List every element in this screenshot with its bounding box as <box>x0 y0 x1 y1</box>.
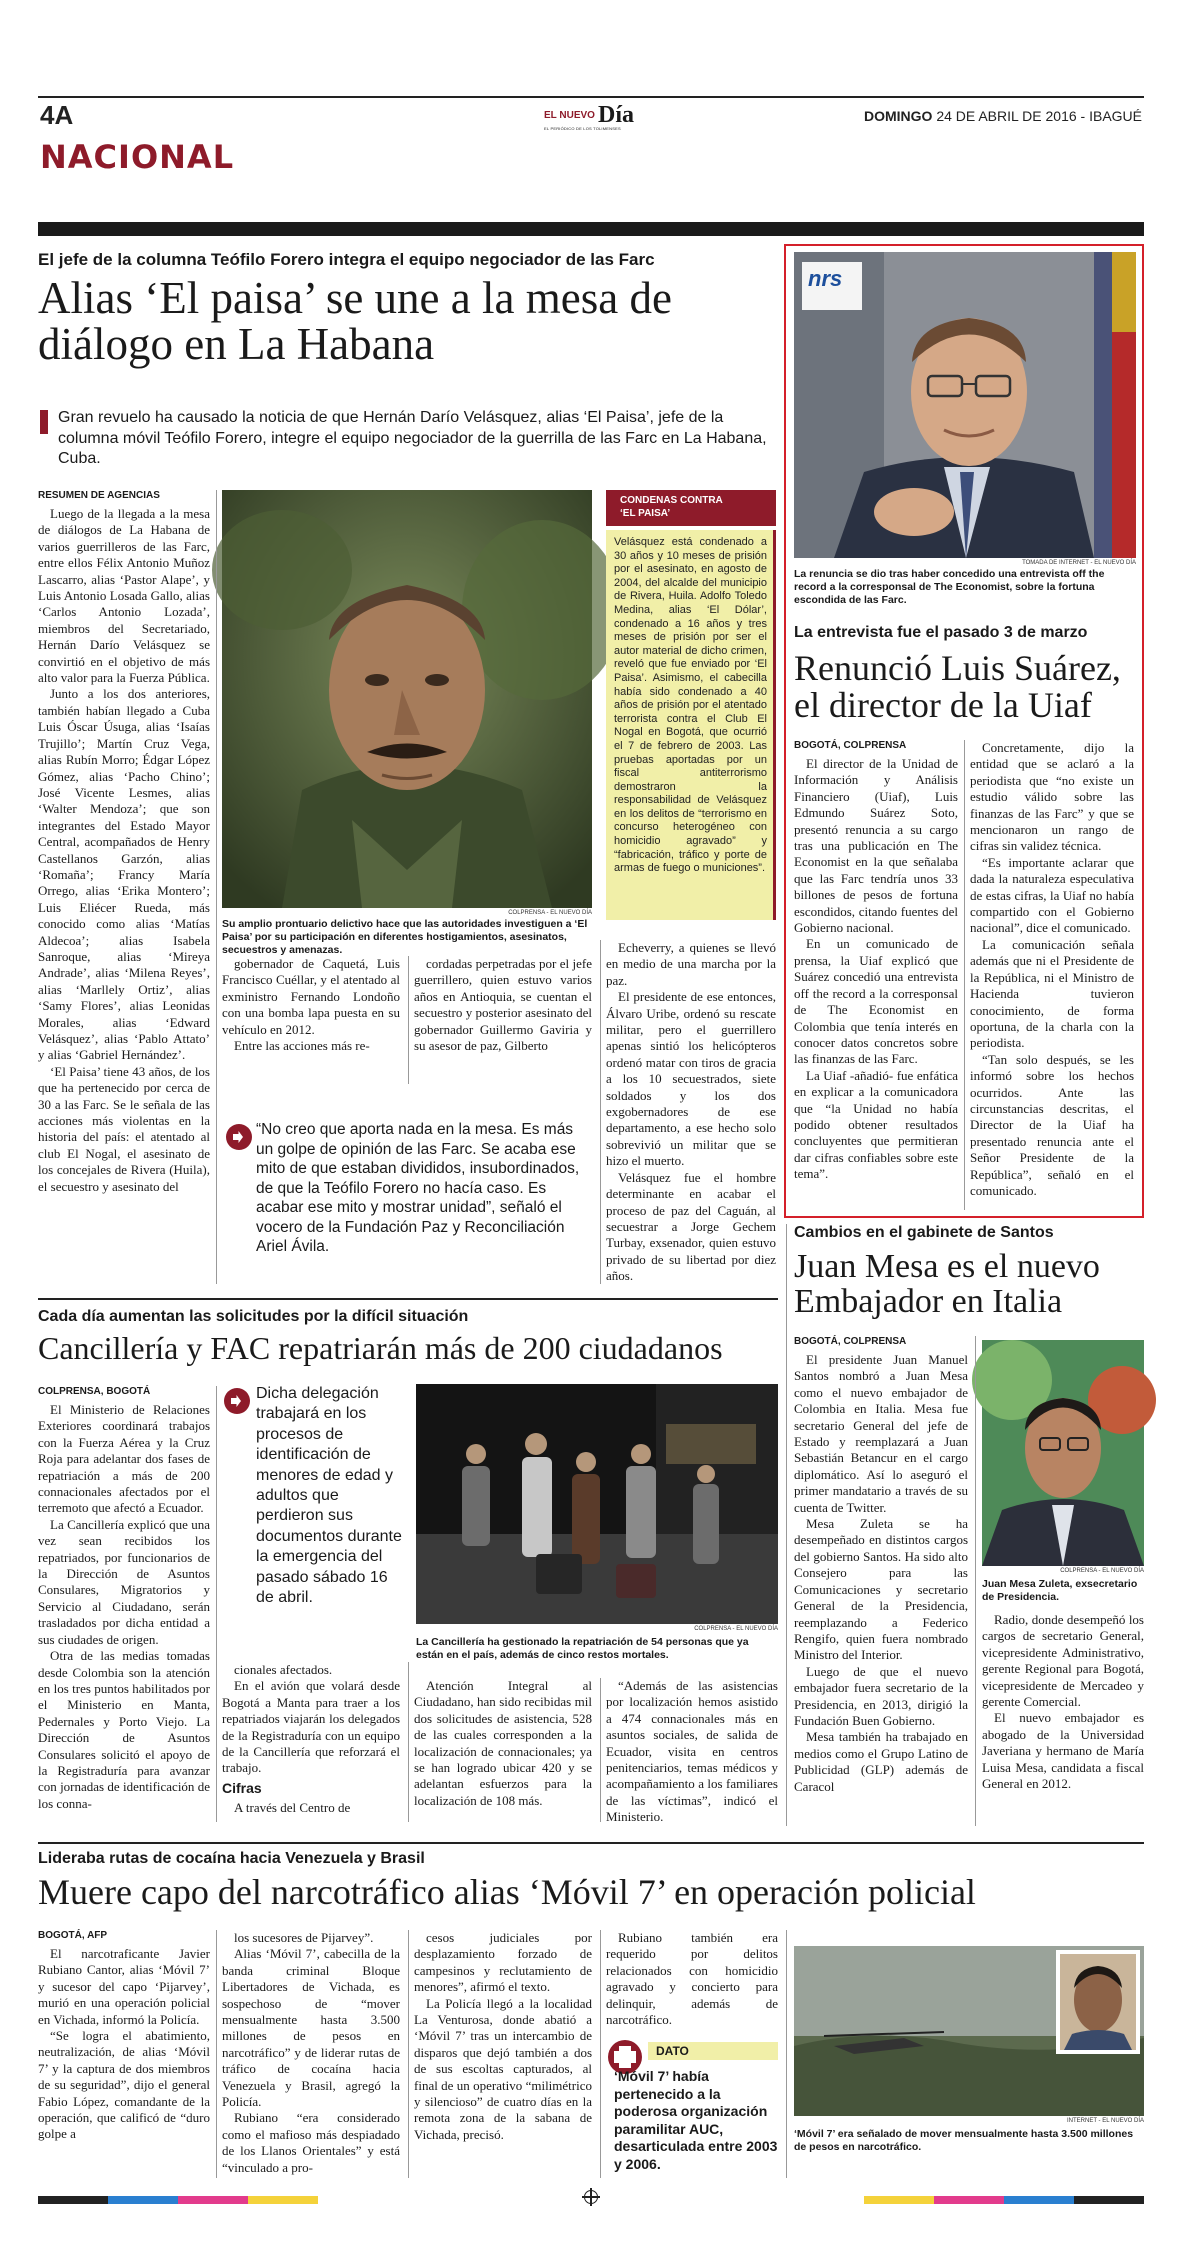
paragraph: El presidente de ese entonces, Álvaro Uribe, ordenó su rescate militar, pero el guerrillero apenas sintió los helicópteros ordenó matar con tiros de gracia a los 10 secuestrados, siete soldados y los dos exgobernadores de ese departamento, a ese hecho solo sobrevivió un militar que se hizo el muerto. <box>606 989 776 1169</box>
column-rule <box>600 1678 601 1822</box>
column-rule <box>600 1930 601 2178</box>
paragraph: En un comunicado de prensa, la Uiaf explicó que Suárez concedió una entrevista off the record a la corresponsal de The Economist en Colombia que tenía interés en conocer datos concretos sobre las finanzas de las Farc. <box>794 936 958 1067</box>
mesa-byline: BOGOTÁ, COLPRENSA <box>794 1336 907 1347</box>
el-paisa-photo <box>222 490 592 908</box>
page-number: 4A <box>40 100 74 130</box>
column-rule <box>216 1930 217 2178</box>
uiaf-column-1 <box>794 756 958 1210</box>
lead-marker <box>40 410 48 434</box>
paragraph: Echeverry, a quienes se llevó en medio de una marcha por la paz. <box>606 940 776 988</box>
condenas-box-header: CONDENAS CONTRA ‘EL PAISA’ <box>606 490 776 526</box>
paisa-column-3 <box>414 956 592 1056</box>
movil7-photo-caption: ‘Móvil 7’ era señalado de mover mensualmente hasta 3.500 millones de pesos en narcotráfico. <box>794 2128 1134 2153</box>
paisa-lead: Gran revuelo ha causado la noticia de que Hernán Darío Velásquez, alias ‘El Paisa’, jefe de la columna móvil Teófilo Forero, integre el equipo negociador de la guerrilla de las Farc en La Habana, Cuba. <box>58 409 767 467</box>
uiaf-photo-caption: La renuncia se dio tras haber concedido una entrevista off the record a la corresponsal de The Economist, sobre la fortuna escondida de las Farc. <box>794 568 1105 606</box>
paisa-pull-quote: “No creo que aporta nada en la mesa. Es más un golpe de opinión de las Farc. Se acaba ese mito de que estaban divididos, insubordinados, de que la Teófilo Forero no hacía caso. Es acabar ese mito y mostrar unidad”, señaló el vocero de la Fundación Paz y Reconciliación Ariel Ávila. <box>256 1121 580 1255</box>
luis-suarez-photo <box>794 252 1136 558</box>
registration-mark-icon <box>584 2190 598 2204</box>
paragraph: Junto a los dos anteriores, también habían llegado a Cuba Luis Óscar Úsuga, alias ‘Isaías Trujillo’; Martín Cruz Vega, alias Rubín Morro; Édgar López Gómez, alias ‘Pacho Chino’; José Vicente Lesmes, alias ‘Walter Mendoza’; que son integrantes del Estado Mayor Central, acompañados de Henry Castellanos Garzón, alias ‘Romaña’; Francy María Orrego, alias ‘Erika Montero’; Luis Eliécer Rueda, más conocido como alias ‘Matías Aldecoa’; alias Isabela Sanroque, alias ‘Mireya Andrade’, alias ‘Milena Reyes’, alias ‘Marllely Ortiz’, alias ‘Samy Flores’, alias Leonidas Morales, alias ‘Edward Velásquez’, alias ‘Pablo Attato’ y alias ‘Gabriel Hernández’. <box>38 686 210 1063</box>
paragraph: Atención Integral al Ciudadano, han sido recibidas mil dos solicitudes de asistencia, 528 de las cuales corresponden a la localización de connacionales; ya se han logrado ubicar 420 y se adelantan esfuerzos para la localización de 108 más. <box>414 1678 592 1808</box>
paragraph: “Se logra el abatimiento, neutralización, de alias ‘Móvil 7’ y la captura de dos miembros de su seguridad”, dijo el general Fabio López, comandante de la operación, que calificó de “duro golpe a <box>38 2028 210 2142</box>
movil7-top-rule <box>38 1842 1144 1844</box>
column-rule <box>216 490 217 1284</box>
uiaf-byline: BOGOTÁ, COLPRENSA <box>794 740 907 751</box>
uiaf-photo-credit: TOMADA DE INTERNET - EL NUEVO DÍA <box>1022 560 1136 566</box>
paragraph: cordadas perpetradas por el jefe guerrillero, quien estuvo varios años en Antioquia, se cuentan el secuestro y posterior asesinato del gobernador Guillermo Gaviria y su asesor de paz, Gilberto <box>414 956 592 1054</box>
paragraph: El director de la Unidad de Información y Análisis Financiero (Uiaf), Luis Edmundo Suárez Soto, presentó renuncia a su cargo tras una publicación en The Economist en la que señalaba que las Farc tendría unos 33 billones de pesos de fortuna escondidos, citando fuentes del Gobierno nacional. <box>794 756 958 936</box>
paragraph: “Es importante aclarar que dada la naturaleza especulativa de estas cifras, la Uiaf no había compartido con el Gobierno nacional”, dice el comunicado. <box>970 854 1134 936</box>
cancilleria-subhead: Cifras <box>222 1780 262 1796</box>
mesa-photo-credit: COLPRENSA - EL NUEVO DÍA <box>1060 1568 1144 1574</box>
quote-arrow-icon-2 <box>224 1388 250 1414</box>
uiaf-column-2 <box>970 740 1134 1210</box>
dato-text: ‘Móvil 7’ había pertenecido a la poderosa organización paramilitar AUC, desarticulada entre 2003 y 2006. <box>614 2068 778 2172</box>
uiaf-headline: Renunció Luis Suárez, el director de la Uiaf <box>794 648 1121 725</box>
condenas-box-text: Velásquez está condenado a 30 años y 10 meses de prisión por el asesinato, en agosto de 2004, del alcalde del municipio de Rivera, Huila. Adolfo Toledo Medina, alias ‘El Dólar’, condenado a 16 años y tres meses de prisión por ser el autor material de dicho crimen, reveló que fue enviado por ‘El Paisa’. Asimismo, el cabecilla había sido condenado a 40 años de prisión por el atentado terrorista contra el Club El Nogal en Bogotá, que ocurrió el 7 de febrero de 2003. Las pruebas aportadas por un fiscal antiterrorismo demostraron la responsabilidad de Velásquez en los delitos de “terrorismo en concurso heterogéneo con homicidio agravado” y “fabricación, tráfico y porte de armas de fuego o municiones”. <box>606 530 776 920</box>
paragraph: gobernador de Caquetá, Luis Francisco Cuéllar, y el atentado al exministro Fernando Londoño con una bomba lapa puesta en su vehículo en 2012. <box>222 956 400 1037</box>
paisa-photo-caption: Su amplio prontuario delictivo hace que las autoridades investiguen a ‘El Paisa’ por su participación en diferentes hostigamientos, asesinatos, secuestros y amenazas. <box>222 918 588 956</box>
paragraph: La Uiaf -añadió- fue enfática en explicar a la comunicadora que “la Unidad no había podido obtener resultados concluyentes que permitieran dar cifras confiables sobre este tema”. <box>794 1067 958 1182</box>
cancilleria-photo-caption: La Cancillería ha gestionado la repatriación de 54 personas que ya están en el país, además de cinco restos mortales. <box>416 1636 749 1661</box>
column-rule <box>408 956 409 1084</box>
movil7-photo-credit: INTERNET - EL NUEVO DÍA <box>1066 2118 1144 2124</box>
paisa-photo-credit: COLPRENSA - EL NUEVO DÍA <box>508 910 592 916</box>
paragraph: En el avión que volará desde Bogotá a Manta para traer a los repatriados viajarán los delegados de la Registraduría con un equipo de la Cancillería que reforzará el trabajo. <box>222 1678 400 1776</box>
cancilleria-column-3 <box>414 1678 592 1822</box>
paragraph: Alias ‘Móvil 7’, cabecilla de la banda criminal Bloque Libertadores de Vichada, es sospechoso de “mover mensualmente hasta 3.500 millones de pesos en narcotráfico” y de liderar rutas de tráfico de cocaína hacia Venezuela y Brasil, agregó la Policía. <box>222 1946 400 2110</box>
paisa-headline: Alias ‘El paisa’ se une a la mesa de diálogo en La Habana <box>38 273 672 369</box>
paragraph: Luego de la llegada a la mesa de diálogos de La Habana de varios guerrilleros de las Farc, entre ellos Félix Antonio Muñoz Lascarro, alias ‘Pastor Alape’, y Luis Antonio Losada Gallo, alias ‘Carlos Antonio Lozada’, miembros del Secretariado, Hernán Darío Velásquez se convirtió en el objetivo de más alto valor para la Fuerza Pública. <box>38 506 210 686</box>
cancilleria-column-4 <box>606 1678 778 1825</box>
column-rule <box>408 1930 409 2178</box>
paisa-byline: RESUMEN DE AGENCIAS <box>38 490 160 501</box>
column-rule <box>786 1930 787 2178</box>
mesa-kicker: Cambios en el gabinete de Santos <box>794 1224 1054 1241</box>
paisa-column-4 <box>606 940 776 1284</box>
paisa-column-1 <box>38 506 210 1284</box>
dato-box <box>606 2040 778 2172</box>
paragraph: “Además de las asistencias por localización hemos asistido a 474 connacionales más en asuntos sociales, de salida de Ecuador, visita en centros penitenciarios, temas médicos y acompañamiento a los familiares de las víctimas”, indicó el Ministerio. <box>606 1678 778 1825</box>
cancilleria-column-2b <box>222 1800 400 1820</box>
mesa-column-1 <box>794 1352 968 1826</box>
column-rule <box>964 740 965 1210</box>
cancilleria-pull-quote: Dicha delegación trabajará en los procesos de identificación de menores de edad y adultos que perdieron sus documentos durante la emergencia del pasado sábado 16 de abril. <box>256 1385 402 1607</box>
column-rule <box>408 1662 409 1822</box>
paragraph: Rubiano también era requerido por delitos relacionados con homicidio agravado y concierto para delinquir, además de narcotráfico. <box>606 1930 778 2028</box>
mesa-headline: Juan Mesa es el nuevo Embajador en Italia <box>794 1248 1100 1320</box>
issue-date: DOMINGO 24 DE ABRIL DE 2016 - IBAGUÉ <box>863 108 1142 124</box>
movil7-kicker: Lideraba rutas de cocaína hacia Venezuela y Brasil <box>38 1850 425 1867</box>
juan-mesa-photo <box>982 1340 1144 1566</box>
movil7-byline: BOGOTÁ, AFP <box>38 1930 108 1941</box>
paragraph: los sucesores de Pijarvey”. <box>234 1930 374 1945</box>
nrs-logo: nrs <box>808 266 843 291</box>
paragraph: cionales afectados. <box>234 1662 333 1677</box>
paragraph: cesos judiciales por desplazamiento forzado de campesinos y reclutamiento de menores”, afirmó el texto. <box>414 1930 592 1995</box>
cancilleria-photo-credit: COLPRENSA - EL NUEVO DÍA <box>694 1626 778 1632</box>
paragraph: La Cancillería explicó que una vez sean recibidos los repatriados, por funcionarios de la Dirección de Asuntos Consulares, Migratorios y Servicio al Ciudadano, serán trasladados por dicha entidad a sus ciudades de origen. <box>38 1516 210 1647</box>
mesa-photo-caption: Juan Mesa Zuleta, exsecretario de Presidencia. <box>982 1578 1138 1603</box>
cancilleria-top-rule <box>38 1298 778 1300</box>
cancilleria-headline: Cancillería y FAC repatriarán más de 200 ciudadanos <box>38 1330 723 1366</box>
paragraph: Velásquez fue el hombre determinante en acabar el proceso de paz del Caguán, al secuestrar a Jorge Gechem Turbay, exsenador, quien estuvo privado de su libertad por diez años. <box>606 1169 776 1284</box>
paisa-column-2 <box>222 956 400 1056</box>
column-rule <box>786 1224 787 1826</box>
paragraph: El narcotraficante Javier Rubiano Cantor, alias ‘Móvil 7’ y sucesor del capo ‘Pijarvey’, murió en una operación policial en Vichada, informó la Policía. <box>38 1946 210 2027</box>
uiaf-kicker: La entrevista fue el pasado 3 de marzo <box>794 624 1088 641</box>
header-top-rule <box>38 96 1144 98</box>
paragraph: Otra de las medias tomadas desde Colombia son la atención en los tres puntos habilitados por el Ministerio en Manta, Pedernales y Porto Viejo. La Dirección de Asuntos Consulares solicitó el apoyo de la Registraduría para avanzar con jornadas de identificación de los conna- <box>38 1648 210 1811</box>
paragraph: ‘El Paisa’ tiene 43 años, de los que ha pertenecido por cerca de 30 a las Farc. Se le señala de las acciones más violentas en la historia del país: el atentado al club El Nogal, el asesinato de los concejales de Rivera (Huila), el secuestro y asesinato del <box>38 1063 210 1194</box>
quote-arrow-icon <box>226 1124 252 1150</box>
movil7-column-3 <box>414 1930 592 2178</box>
movil7-headline: Muere capo del narcotráfico alias ‘Móvil 7’ en operación policial <box>38 1872 976 1912</box>
dato-label: DATO <box>648 2042 778 2060</box>
repatriation-photo <box>416 1384 778 1624</box>
cancilleria-byline: COLPRENSA, BOGOTÁ <box>38 1386 151 1397</box>
paragraph: La Policía llegó a la localidad La Venturosa, donde abatió a ‘Móvil 7’ tras un intercambio de disparos que dejó también a dos de sus escoltas capturados, al final de un operativo “milimétrico y silencioso” de cuatro días en la remota zona de la sabana de Vichada, precisó. <box>414 1995 592 2142</box>
paragraph: Mesa Zuleta se ha desempeñado en distintos cargos del gobierno Santos. Ha sido alto Consejero para las Comunicaciones y secretario General de la Presidencia, reemplazando a Federico Rengifo, quien fuera nombrado Ministro del Interior. <box>794 1516 968 1663</box>
paragraph: Concretamente, dijo la entidad que se aclaró a la periodista que “no existe un estudio válido sobre las finanzas de las Farc” y que se mencionaron un rango de cifras sin validez técnica. <box>970 740 1134 854</box>
paragraph: Entre las acciones más re- <box>234 1038 370 1054</box>
paragraph: El Ministerio de Relaciones Exteriores coordinará trabajos con la Fuerza Aérea y la Cruz Roja para adelantar dos fases de repatriación a más de 200 connacionales afectados por el terremoto que afectó a Ecuador. <box>38 1402 210 1516</box>
column-rule <box>216 1386 217 1822</box>
paragraph: El presidente Juan Manuel Santos nombró a Juan Mesa como el nuevo embajador de Colombia en Italia. Mesa fue secretario General del jefe de Estado y reemplazará a Juan Sebastián Betancur en el cargo diplomático. Así lo aseguró el primer mandatario a través de su cuenta de Twitter. <box>794 1352 968 1515</box>
paragraph: Mesa también ha trabajado en medios como el Grupo Latino de Publicidad (GLP) además de Caracol <box>794 1729 968 1794</box>
paragraph: Rubiano “era considerado como el mafioso más despiadado de los Llanos Orientales” y está “vinculado a pro- <box>222 2110 400 2175</box>
paragraph: El nuevo embajador es abogado de la Universidad Javeriana y hermano de María Luisa Mesa, candidata a fiscal General en 2012. <box>982 1710 1144 1792</box>
masthead-logo: EL NUEVO Día EL PERIÓDICO DE LOS TOLIMENSES <box>544 102 634 131</box>
cancilleria-column-1 <box>38 1402 210 1822</box>
movil7-column-1 <box>38 1946 210 2178</box>
mesa-column-2 <box>982 1612 1144 1826</box>
cancilleria-column-2 <box>222 1662 400 1776</box>
paisa-kicker: El jefe de la columna Teófilo Forero integra el equipo negociador de las Farc <box>38 250 655 269</box>
column-rule <box>600 940 601 1284</box>
movil7-photo <box>794 1946 1144 2116</box>
movil7-column-2 <box>222 1930 400 2178</box>
paragraph: La comunicación señala además que ni el Presidente de la República, ni el Ministro de Hacienda tuvieron conocimiento, de forma oportuna, de la charla con la periodista. <box>970 936 1134 1051</box>
cancilleria-kicker: Cada día aumentan las solicitudes por la difícil situación <box>38 1308 469 1325</box>
section-bar <box>38 222 1144 236</box>
paragraph: A través del Centro de <box>234 1800 351 1815</box>
paragraph: “Tan solo después, se les informó sobre los hechos ocurridos. Ante las circunstancias descritas, el Director de la Uiaf ha presentado renuncia ante el Señor Presidente de la República”, señaló en el comunicado. <box>970 1051 1134 1198</box>
paragraph: Radio, donde desempeñó los cargos de secretario General, vicepresidente Administrativo, gerente Regional para Bogotá, vicepresidente de Mercadeo y gerente Comercial. <box>982 1612 1144 1710</box>
movil7-column-4 <box>606 1930 778 2028</box>
column-rule <box>975 1336 976 1826</box>
section-title: NACIONAL <box>40 138 235 176</box>
paragraph: Luego de que el nuevo embajador fuera secretario de la Presidencia, en 2013, dirigió la Fundación Buen Gobierno. <box>794 1663 968 1728</box>
